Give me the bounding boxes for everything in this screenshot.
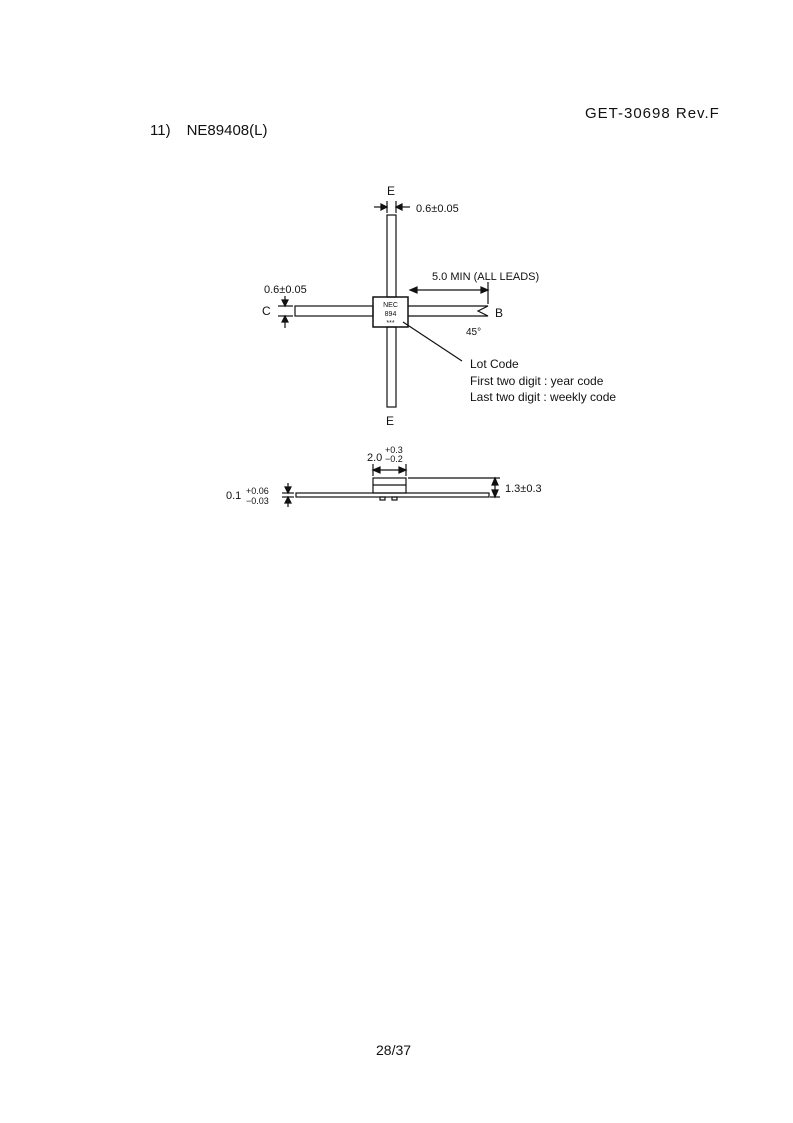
emitter-top-label: E <box>387 184 396 198</box>
page-number: 28/37 <box>376 1042 412 1058</box>
section-number: 11) <box>150 122 171 139</box>
marking-line-3: *** <box>386 320 395 327</box>
marking-line-1: NEC <box>383 302 398 309</box>
base-label: B <box>495 306 504 320</box>
lot-code-line-2: Last two digit : weekly code <box>470 390 617 404</box>
body-width-minus: −0.2 <box>385 454 403 464</box>
height-label: 1.3±0.3 <box>505 483 542 495</box>
lot-code-line-1: First two digit : year code <box>470 374 604 388</box>
lead-collector <box>295 306 373 316</box>
side-lead <box>296 493 489 497</box>
lead-length-label: 5.0 MIN (ALL LEADS) <box>432 271 540 283</box>
thickness-minus: −0.03 <box>246 496 269 506</box>
lead-base <box>408 306 488 316</box>
section-title: NE89408(L) <box>186 122 268 139</box>
body-width-plus: +0.3 <box>385 445 403 455</box>
body-width-nominal: 2.0 <box>367 452 383 464</box>
thickness-nominal: 0.1 <box>226 490 242 502</box>
collector-label: C <box>262 304 271 318</box>
emitter-bottom-label: E <box>386 414 395 428</box>
thickness-plus: +0.06 <box>246 486 269 496</box>
marking-line-2: 894 <box>384 311 397 318</box>
lead-width-left-label: 0.6±0.05 <box>264 284 307 296</box>
lead-width-top-label: 0.6±0.05 <box>416 203 459 215</box>
lot-code-title: Lot Code <box>470 357 519 371</box>
document-id: GET-30698 Rev.F <box>585 105 720 122</box>
angle-label: 45° <box>466 327 482 338</box>
lead-emitter-top <box>387 215 396 297</box>
lead-emitter-bottom <box>387 327 396 407</box>
